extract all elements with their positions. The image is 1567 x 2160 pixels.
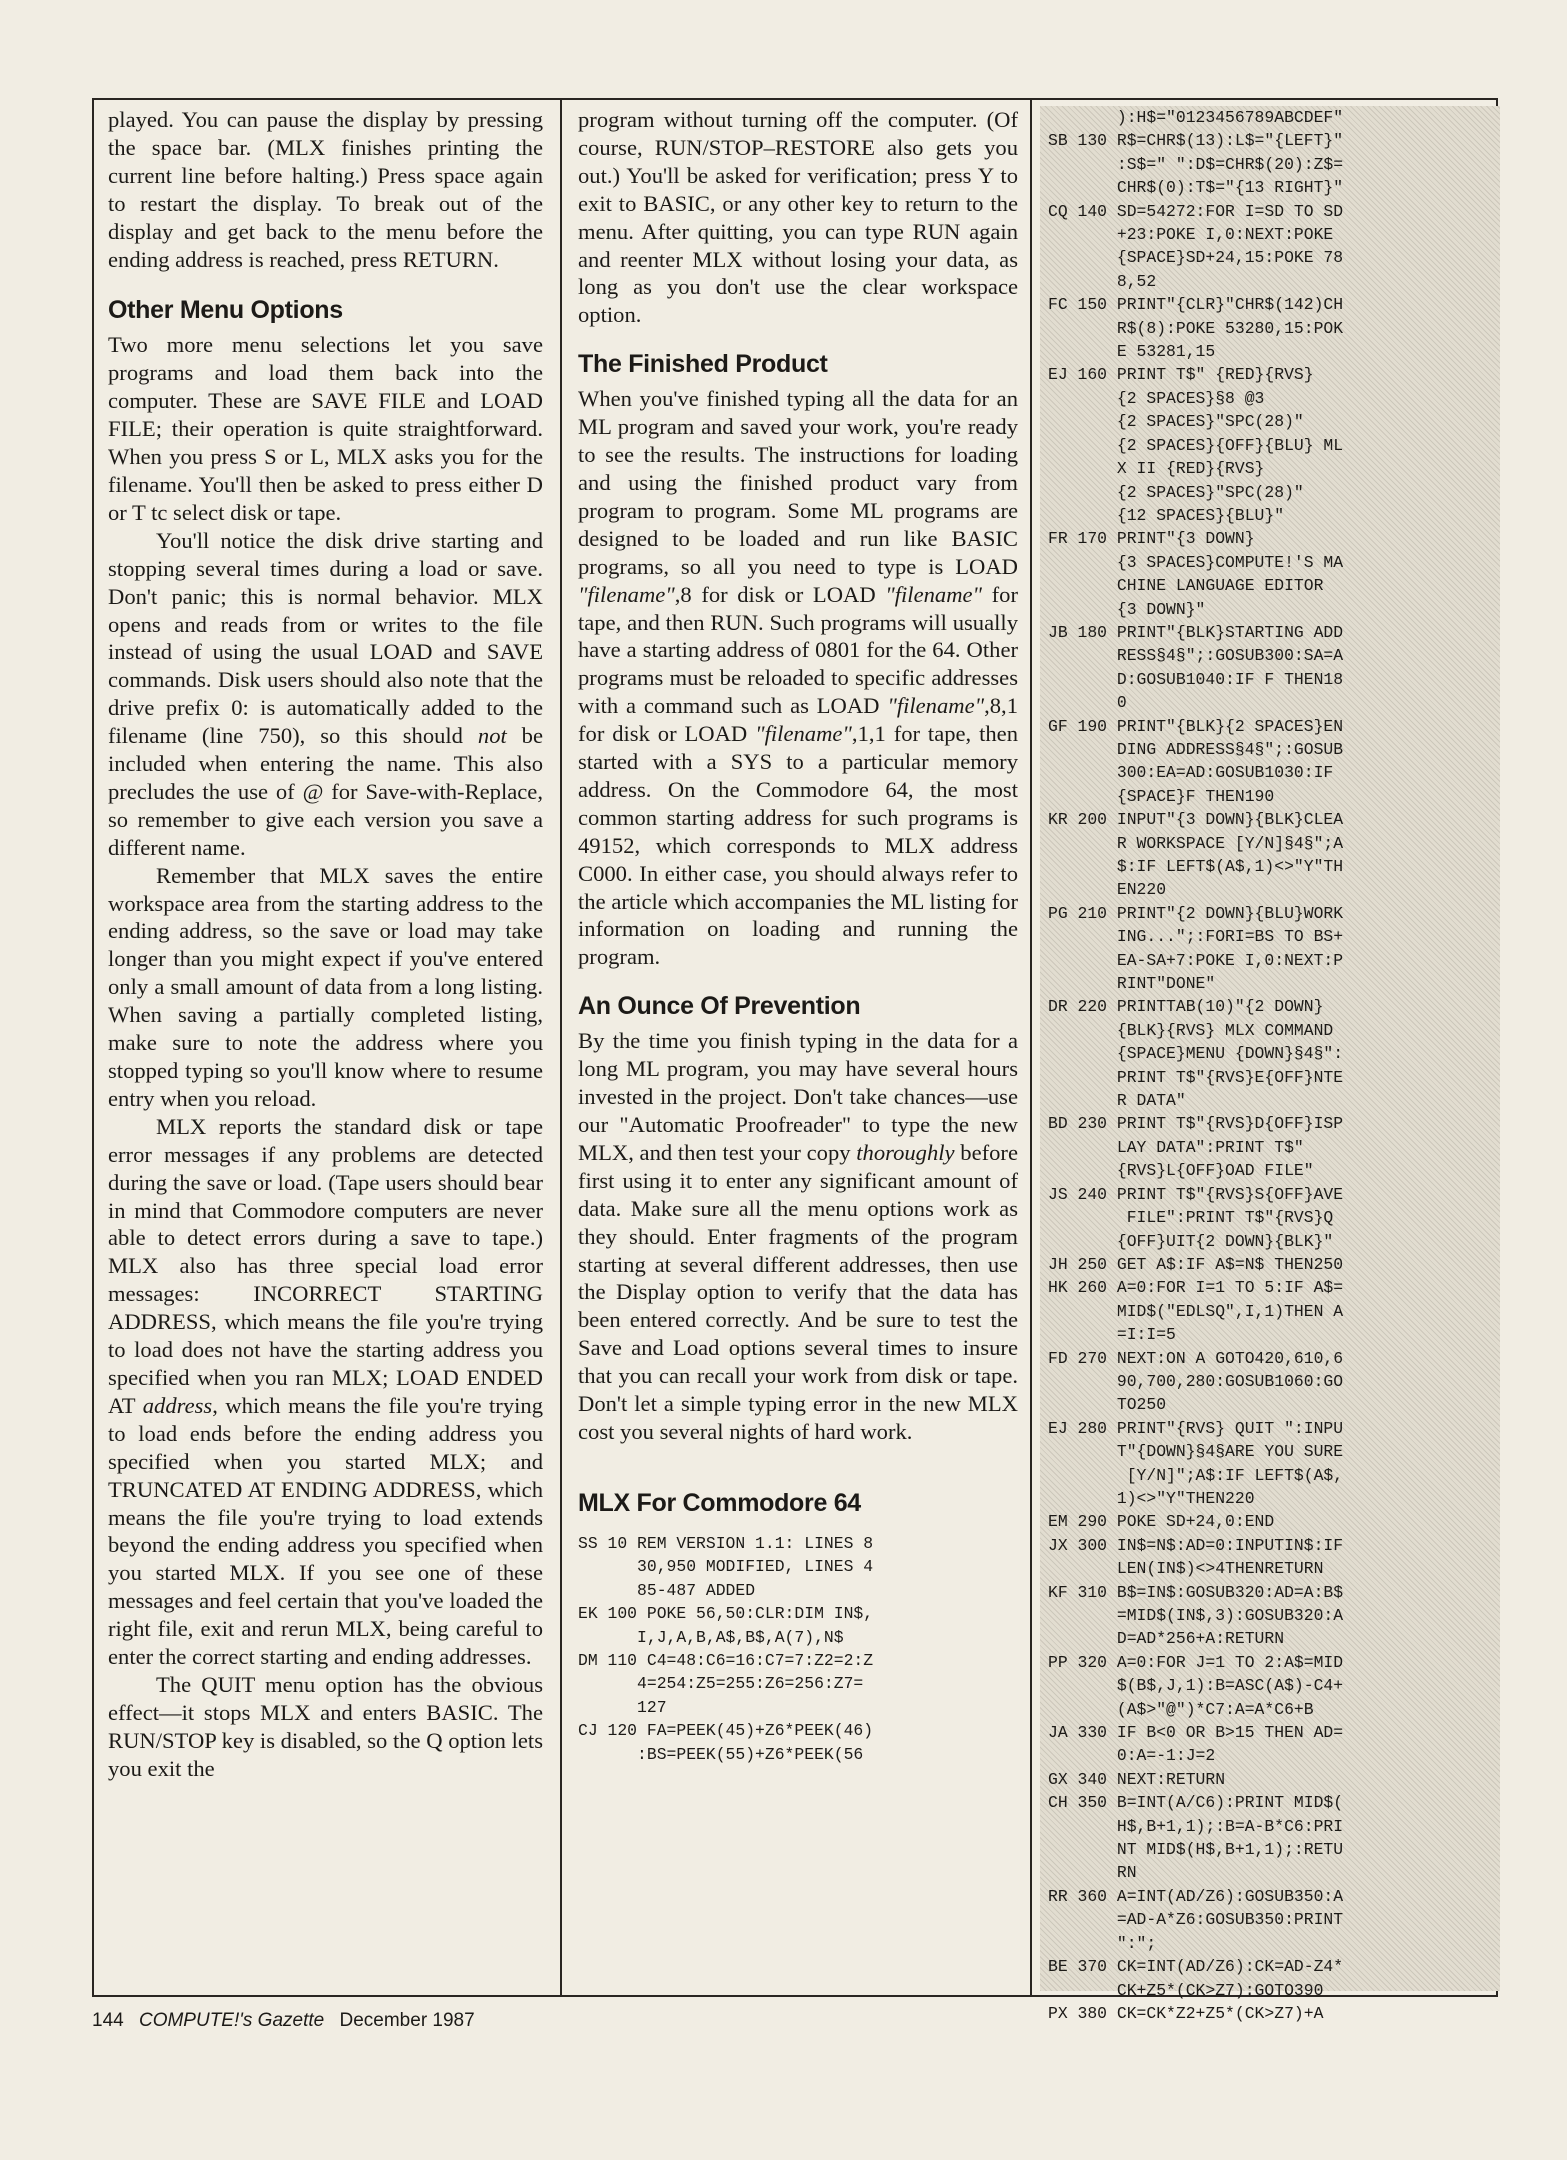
code-line: :BS=PEEK(55)+Z6*PEEK(56 — [578, 1744, 864, 1764]
code-line: DM 110 C4=48:C6=16:C7=7:Z2=2:Z — [578, 1650, 874, 1670]
code-line: =I:I=5 — [1048, 1325, 1176, 1345]
paragraph: program without turning off the computer. (Of course, RUN/STOP–RESTORE also gets you out.) You'll be asked for verification; press Y to exit to BASIC, or any other key to return to the menu. After quitting, you can type RUN again and reenter MLX without losing your data, as long as you don't use the clear workspace option. — [578, 107, 1018, 328]
code-line: :S$=" ":D$=CHR$(20):Z$= — [1048, 154, 1344, 174]
code-line: {SPACE}SD+24,15:POKE 78 — [1048, 248, 1344, 268]
code-line: KR 200 INPUT"{3 DOWN}{BLK}CLEA — [1048, 810, 1344, 830]
code-line: EM 290 POKE SD+24,0:END — [1048, 1512, 1275, 1532]
page-number: 144 — [92, 2010, 124, 2031]
code-line: 4=254:Z5=255:Z6=256:Z7= — [578, 1674, 864, 1694]
code-listing — [1048, 106, 1500, 2025]
code-line: MID$("EDLSQ",I,1)THEN A — [1048, 1301, 1344, 1321]
code-line: R DATA" — [1048, 1091, 1186, 1111]
code-line: RESS§4§";:GOSUB300:SA=A — [1048, 646, 1344, 666]
code-line: {RVS}L{OFF}OAD FILE" — [1048, 1161, 1314, 1181]
code-line: FC 150 PRINT"{CLR}"CHR$(142)CH — [1048, 295, 1344, 315]
code-line: EJ 280 PRINT"{RVS} QUIT ":INPU — [1048, 1418, 1344, 1438]
paragraph: When you've finished typing all the data for an ML program and saved your work, you're ready to see the results. The instructions for loading and using the finished product vary from program to program. Some ML programs are designed to be loaded and run like BASIC programs, so all you need to type is LOAD "filename",8 for disk or LOAD "filename" for tape, and then RUN. Such programs will usually have a starting address of 0801 for the 64. Other programs must be reloaded to specific addresses with a command such as LOAD "filename",8,1 for disk or LOAD "filename",1,1 for tape, then started with a SYS to a particular memory address. On the Commodore 64, the most common starting address for such programs is 49152, which corresponds to MLX address C000. In either case, you should always refer to the article which accompanies the ML listing for information on loading and running the program. — [578, 386, 1018, 970]
code-line: T"{DOWN}§4§ARE YOU SURE — [1048, 1442, 1344, 1462]
text-column-1 — [108, 106, 543, 1991]
code-line: CQ 140 SD=54272:FOR I=SD TO SD — [1048, 201, 1344, 221]
paragraph: Remember that MLX saves the entire workspace area from the starting address to the ending address, so the save or load may take longer than you might expect if you've entered only a small amount of data from a long listing. When saving a partially completed listing, make sure to note the address where you stopped typing so you'll know where to resume entry when you reload. — [108, 862, 543, 1111]
code-line: EK 100 POKE 56,50:CLR:DIM IN$, — [578, 1604, 874, 1624]
page-footer — [92, 2010, 485, 2032]
code-line: 0 — [1048, 693, 1127, 713]
issue-date: December 1987 — [339, 2010, 475, 2031]
code-line: JX 300 IN$=N$:AD=0:INPUTIN$:IF — [1048, 1535, 1344, 1555]
code-line: {SPACE}F THEN190 — [1048, 786, 1275, 806]
code-line: CK+Z5*(CK>Z7):GOTO390 — [1048, 1980, 1324, 2000]
section-heading: An Ounce Of Prevention — [578, 992, 861, 1021]
code-line: [Y/N]";A$:IF LEFT$(A$, — [1048, 1465, 1344, 1485]
code-line: H$,B+1,1);:B=A-B*C6:PRI — [1048, 1816, 1344, 1836]
code-line: D:GOSUB1040:IF F THEN18 — [1048, 669, 1344, 689]
text-column-2 — [578, 106, 1018, 1991]
code-line: JA 330 IF B<0 OR B>15 THEN AD= — [1048, 1723, 1344, 1743]
code-line: {3 SPACES}COMPUTE!'S MA — [1048, 552, 1344, 572]
code-line: EJ 160 PRINT T$" {RED}{RVS} — [1048, 365, 1314, 385]
column-rule-2 — [1030, 100, 1032, 1995]
code-line: {2 SPACES}"SPC(28)" — [1048, 412, 1304, 432]
code-line: {2 SPACES}§8 @3 — [1048, 388, 1265, 408]
paragraph: MLX reports the standard disk or tape error messages if any problems are detected during the save or load. (Tape users should bear in mind that Commodore computers are never able to detect errors during a save to tape.) MLX also has three special load error messages: INCORRECT STARTING ADDRESS, which means the file you're trying to load does not have the starting address you specified when you ran MLX; LOAD ENDED AT address, which means the file you're trying to load ends before the ending address you specified when you started MLX; and TRUNCATED AT ENDING ADDRESS, which means the file you're trying to load extends beyond the ending address you specified when you started MLX. If you see one of these messages and feel certain that you've loaded the right file, exit and rerun MLX, being careful to enter the correct starting and ending addresses. — [108, 1113, 543, 1670]
code-line: DR 220 PRINTTAB(10)"{2 DOWN} — [1048, 997, 1324, 1017]
code-line: =AD-A*Z6:GOSUB350:PRINT — [1048, 1910, 1344, 1930]
code-line: RR 360 A=INT(AD/Z6):GOSUB350:A — [1048, 1886, 1344, 1906]
code-line: RN — [1048, 1863, 1137, 1883]
code-line: JH 250 GET A$:IF A$=N$ THEN250 — [1048, 1254, 1344, 1274]
magazine-name: COMPUTE!'s Gazette — [138, 2010, 325, 2031]
code-line: $(B$,J,1):B=ASC(A$)-C4+ — [1048, 1676, 1344, 1696]
code-line: {2 SPACES}"SPC(28)" — [1048, 482, 1304, 502]
code-line: TO250 — [1048, 1395, 1167, 1415]
code-line: CJ 120 FA=PEEK(45)+Z6*PEEK(46) — [578, 1721, 874, 1741]
column-rule-1 — [560, 100, 562, 1995]
code-line: PX 380 CK=CK*Z2+Z5*(CK>Z7)+A — [1048, 2003, 1324, 2023]
code-line: (A$>"@")*C7:A=A*C6+B — [1048, 1699, 1314, 1719]
code-line: BD 230 PRINT T$"{RVS}D{OFF}ISP — [1048, 1114, 1344, 1134]
code-line: X II {RED}{RVS} — [1048, 459, 1265, 479]
code-line: NT MID$(H$,B+1,1);:RETU — [1048, 1840, 1344, 1860]
code-line: {OFF}UIT{2 DOWN}{BLK}" — [1048, 1231, 1334, 1251]
code-line: 90,700,280:GOSUB1060:GO — [1048, 1371, 1344, 1391]
code-line: GX 340 NEXT:RETURN — [1048, 1769, 1226, 1789]
code-line: PG 210 PRINT"{2 DOWN}{BLU}WORK — [1048, 903, 1344, 923]
code-line: 0:A=-1:J=2 — [1048, 1746, 1216, 1766]
code-line: FR 170 PRINT"{3 DOWN} — [1048, 529, 1255, 549]
code-line: ING...";:FORI=BS TO BS+ — [1048, 927, 1344, 947]
code-line: $:IF LEFT$(A$,1)<>"Y"TH — [1048, 857, 1344, 876]
code-line: I,J,A,B,A$,B$,A(7),N$ — [578, 1627, 844, 1647]
code-line: HK 260 A=0:FOR I=1 TO 5:IF A$= — [1048, 1278, 1344, 1298]
code-line: SB 130 R$=CHR$(13):L$="{LEFT}" — [1048, 131, 1344, 151]
code-line: KF 310 B$=IN$:GOSUB320:AD=A:B$ — [1048, 1582, 1344, 1602]
section-heading: The Finished Product — [578, 350, 828, 379]
code-line: R WORKSPACE [Y/N]§4§";A — [1048, 833, 1344, 853]
code-line: CHR$(0):T$="{13 RIGHT}" — [1048, 178, 1344, 198]
code-line: 127 — [578, 1697, 667, 1717]
code-line: FILE":PRINT T$"{RVS}Q — [1048, 1208, 1334, 1228]
code-line: DING ADDRESS§4§";:GOSUB — [1048, 739, 1344, 759]
code-line: LEN(IN$)<>4THENRETURN — [1048, 1559, 1324, 1579]
code-line: GF 190 PRINT"{BLK}{2 SPACES}EN — [1048, 716, 1344, 736]
listing-title: MLX For Commodore 64 — [578, 1488, 861, 1517]
code-line: LAY DATA":PRINT T$" — [1048, 1137, 1304, 1157]
paragraph: The QUIT menu option has the obvious effect—it stops MLX and enters BASIC. The RUN/STOP key is disabled, so the Q option lets you exit the — [108, 1671, 543, 1781]
code-line: EN220 — [1048, 880, 1167, 900]
code-line: CHINE LANGUAGE EDITOR — [1048, 576, 1324, 596]
code-line: ):H$="0123456789ABCDEF" — [1048, 108, 1344, 127]
code-listing — [578, 1532, 1018, 1766]
code-line: FD 270 NEXT:ON A GOTO420,610,6 — [1048, 1348, 1344, 1368]
code-line: SS 10 REM VERSION 1.1: LINES 8 — [578, 1533, 874, 1553]
code-line: 30,950 MODIFIED, LINES 4 — [578, 1557, 874, 1577]
code-line: E 53281,15 — [1048, 342, 1216, 362]
code-column — [1040, 106, 1500, 2023]
code-line: {2 SPACES}{OFF}{BLU} ML — [1048, 435, 1344, 455]
code-line: PP 320 A=0:FOR J=1 TO 2:A$=MID — [1048, 1652, 1344, 1672]
code-line: BE 370 CK=INT(AD/Z6):CK=AD-Z4* — [1048, 1957, 1344, 1977]
paragraph: You'll notice the disk drive starting and stopping several times during a load or save. Don't panic; this is normal behavior. MLX opens and reads from or writes to the file instead of using the usual LOAD and SAVE commands. Disk users should also note that the drive prefix 0: is automatically added to the filename (line 750), so this should not be included when entering the name. This also precludes the use of @ for Save-with-Replace, so remember to give each version you save a different name. — [108, 527, 543, 860]
paragraph: Two more menu selections let you save programs and load them back into the computer. These are SAVE FILE and LOAD FILE; their operation is quite straightforward. When you press S or L, MLX asks you for the filename. You'll then be asked to press either D or T tc select disk or tape. — [108, 332, 543, 525]
paragraph: By the time you finish typing in the data for a long ML program, you may have several hours invested in the project. Don't take chances—use our "Automatic Proofreader" to type the new MLX, and then test your copy thoroughly before first using it to enter any significant amount of data. Make sure all the menu options work as they should. Enter fragments of the program starting at several different addresses, then use the Display option to verify that the data has been entered correctly. And be sure to test the Save and Load options several times to insure that you can recall your work from disk or tape. Don't let a simple typing error in the new MLX cost you several nights of hard work. — [578, 1028, 1018, 1444]
code-line: PRINT T$"{RVS}E{OFF}NTE — [1048, 1067, 1344, 1087]
code-line: {BLK}{RVS} MLX COMMAND — [1048, 1020, 1334, 1040]
code-line: ":"; — [1048, 1933, 1157, 1953]
code-line: EA-SA+7:POKE I,0:NEXT:P — [1048, 950, 1344, 970]
code-line: JS 240 PRINT T$"{RVS}S{OFF}AVE — [1048, 1184, 1344, 1204]
code-line: =MID$(IN$,3):GOSUB320:A — [1048, 1606, 1344, 1625]
code-line: R$(8):POKE 53280,15:POK — [1048, 318, 1344, 338]
code-line: 8,52 — [1048, 271, 1157, 291]
code-line: CH 350 B=INT(A/C6):PRINT MID$( — [1048, 1793, 1344, 1813]
code-line: 85-487 ADDED — [578, 1580, 756, 1600]
code-line: +23:POKE I,0:NEXT:POKE — [1048, 225, 1334, 245]
code-line: JB 180 PRINT"{BLK}STARTING ADD — [1048, 622, 1344, 642]
code-line: {12 SPACES}{BLU}" — [1048, 505, 1285, 525]
code-line: {3 DOWN}" — [1048, 599, 1206, 619]
code-line: {SPACE}MENU {DOWN}§4§": — [1048, 1044, 1344, 1064]
paragraph: played. You can pause the display by pressing the space bar. (MLX finishes printing the current line before halting.) Press space again to restart the display. To break out of the display and get back to the menu before the ending address is reached, press RETURN. — [108, 107, 543, 272]
code-line: 1)<>"Y"THEN220 — [1048, 1488, 1255, 1508]
section-heading: Other Menu Options — [108, 296, 343, 325]
code-line: 300:EA=AD:GOSUB1030:IF — [1048, 763, 1334, 783]
code-line: RINT"DONE" — [1048, 974, 1216, 994]
code-line: D=AD*256+A:RETURN — [1048, 1629, 1285, 1649]
